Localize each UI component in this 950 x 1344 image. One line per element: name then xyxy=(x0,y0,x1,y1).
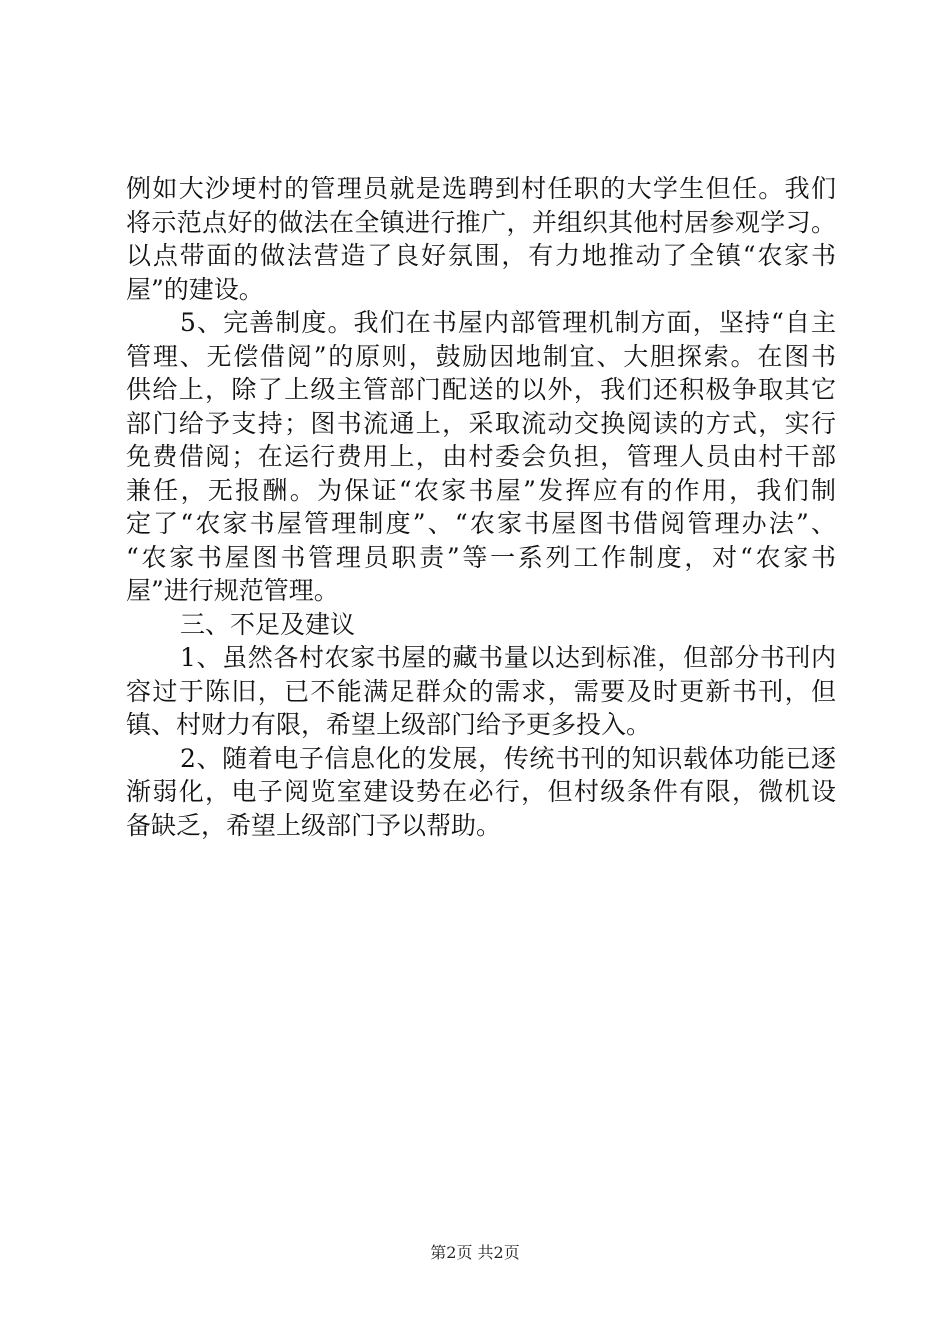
text-line: 定了“农家书屋管理制度”、“农家书屋图书借阅管理办法”、 xyxy=(126,509,836,538)
text-line: 备缺乏，希望上级部门予以帮助。 xyxy=(126,810,502,840)
document-body xyxy=(126,172,836,842)
text-line: 以点带面的做法营造了良好氛围，有力地推动了全镇“农家书 xyxy=(126,241,836,270)
text-line: 将示范点好的做法在全镇进行推广，并组织其他村居参观学习。 xyxy=(126,207,836,237)
text-line: “农家书屋图书管理员职责”等一系列工作制度，对“农家书 xyxy=(126,542,836,572)
text-line: 容过于陈旧，已不能满足群众的需求，需要及时更新书刊，但 xyxy=(126,676,836,706)
text-line: 部门给予支持；图书流通上，采取流动交换阅读的方式，实行 xyxy=(126,408,836,438)
text-line: 镇、村财力有限，希望上级部门给予更多投入。 xyxy=(126,710,652,739)
section-heading: 三、不足及建议 xyxy=(180,609,356,639)
text-line: 免费借阅；在运行费用上，由村委会负担，管理人员由村干部 xyxy=(126,442,836,471)
page-number: 第2页 共2页 xyxy=(430,1243,520,1262)
text-line: 兼任，无报酬。为保证“农家书屋”发挥应有的作用，我们制 xyxy=(126,475,836,505)
text-line: 管理、无偿借阅”的原则，鼓励因地制宜、大胆探索。在图书 xyxy=(126,341,836,371)
text-line: 屋”的建设。 xyxy=(126,274,264,304)
text-line: 1、虽然各村农家书屋的藏书量以达到标准，但部分书刊内 xyxy=(180,643,836,672)
text-line: 2、随着电子信息化的发展，传统书刊的知识载体功能已逐 xyxy=(180,743,836,773)
text-line: 渐弱化，电子阅览室建设势在必行，但村级条件有限，微机设 xyxy=(126,777,836,806)
text-line: 供给上，除了上级主管部门配送的以外，我们还积极争取其它 xyxy=(126,375,836,404)
text-line: 5、完善制度。我们在书屋内部管理机制方面，坚持“自主 xyxy=(180,308,836,337)
text-line: 屋”进行规范管理。 xyxy=(126,576,339,605)
page-footer xyxy=(0,1243,950,1263)
text-line: 例如大沙埂村的管理员就是选聘到村任职的大学生但任。我们 xyxy=(126,174,836,203)
